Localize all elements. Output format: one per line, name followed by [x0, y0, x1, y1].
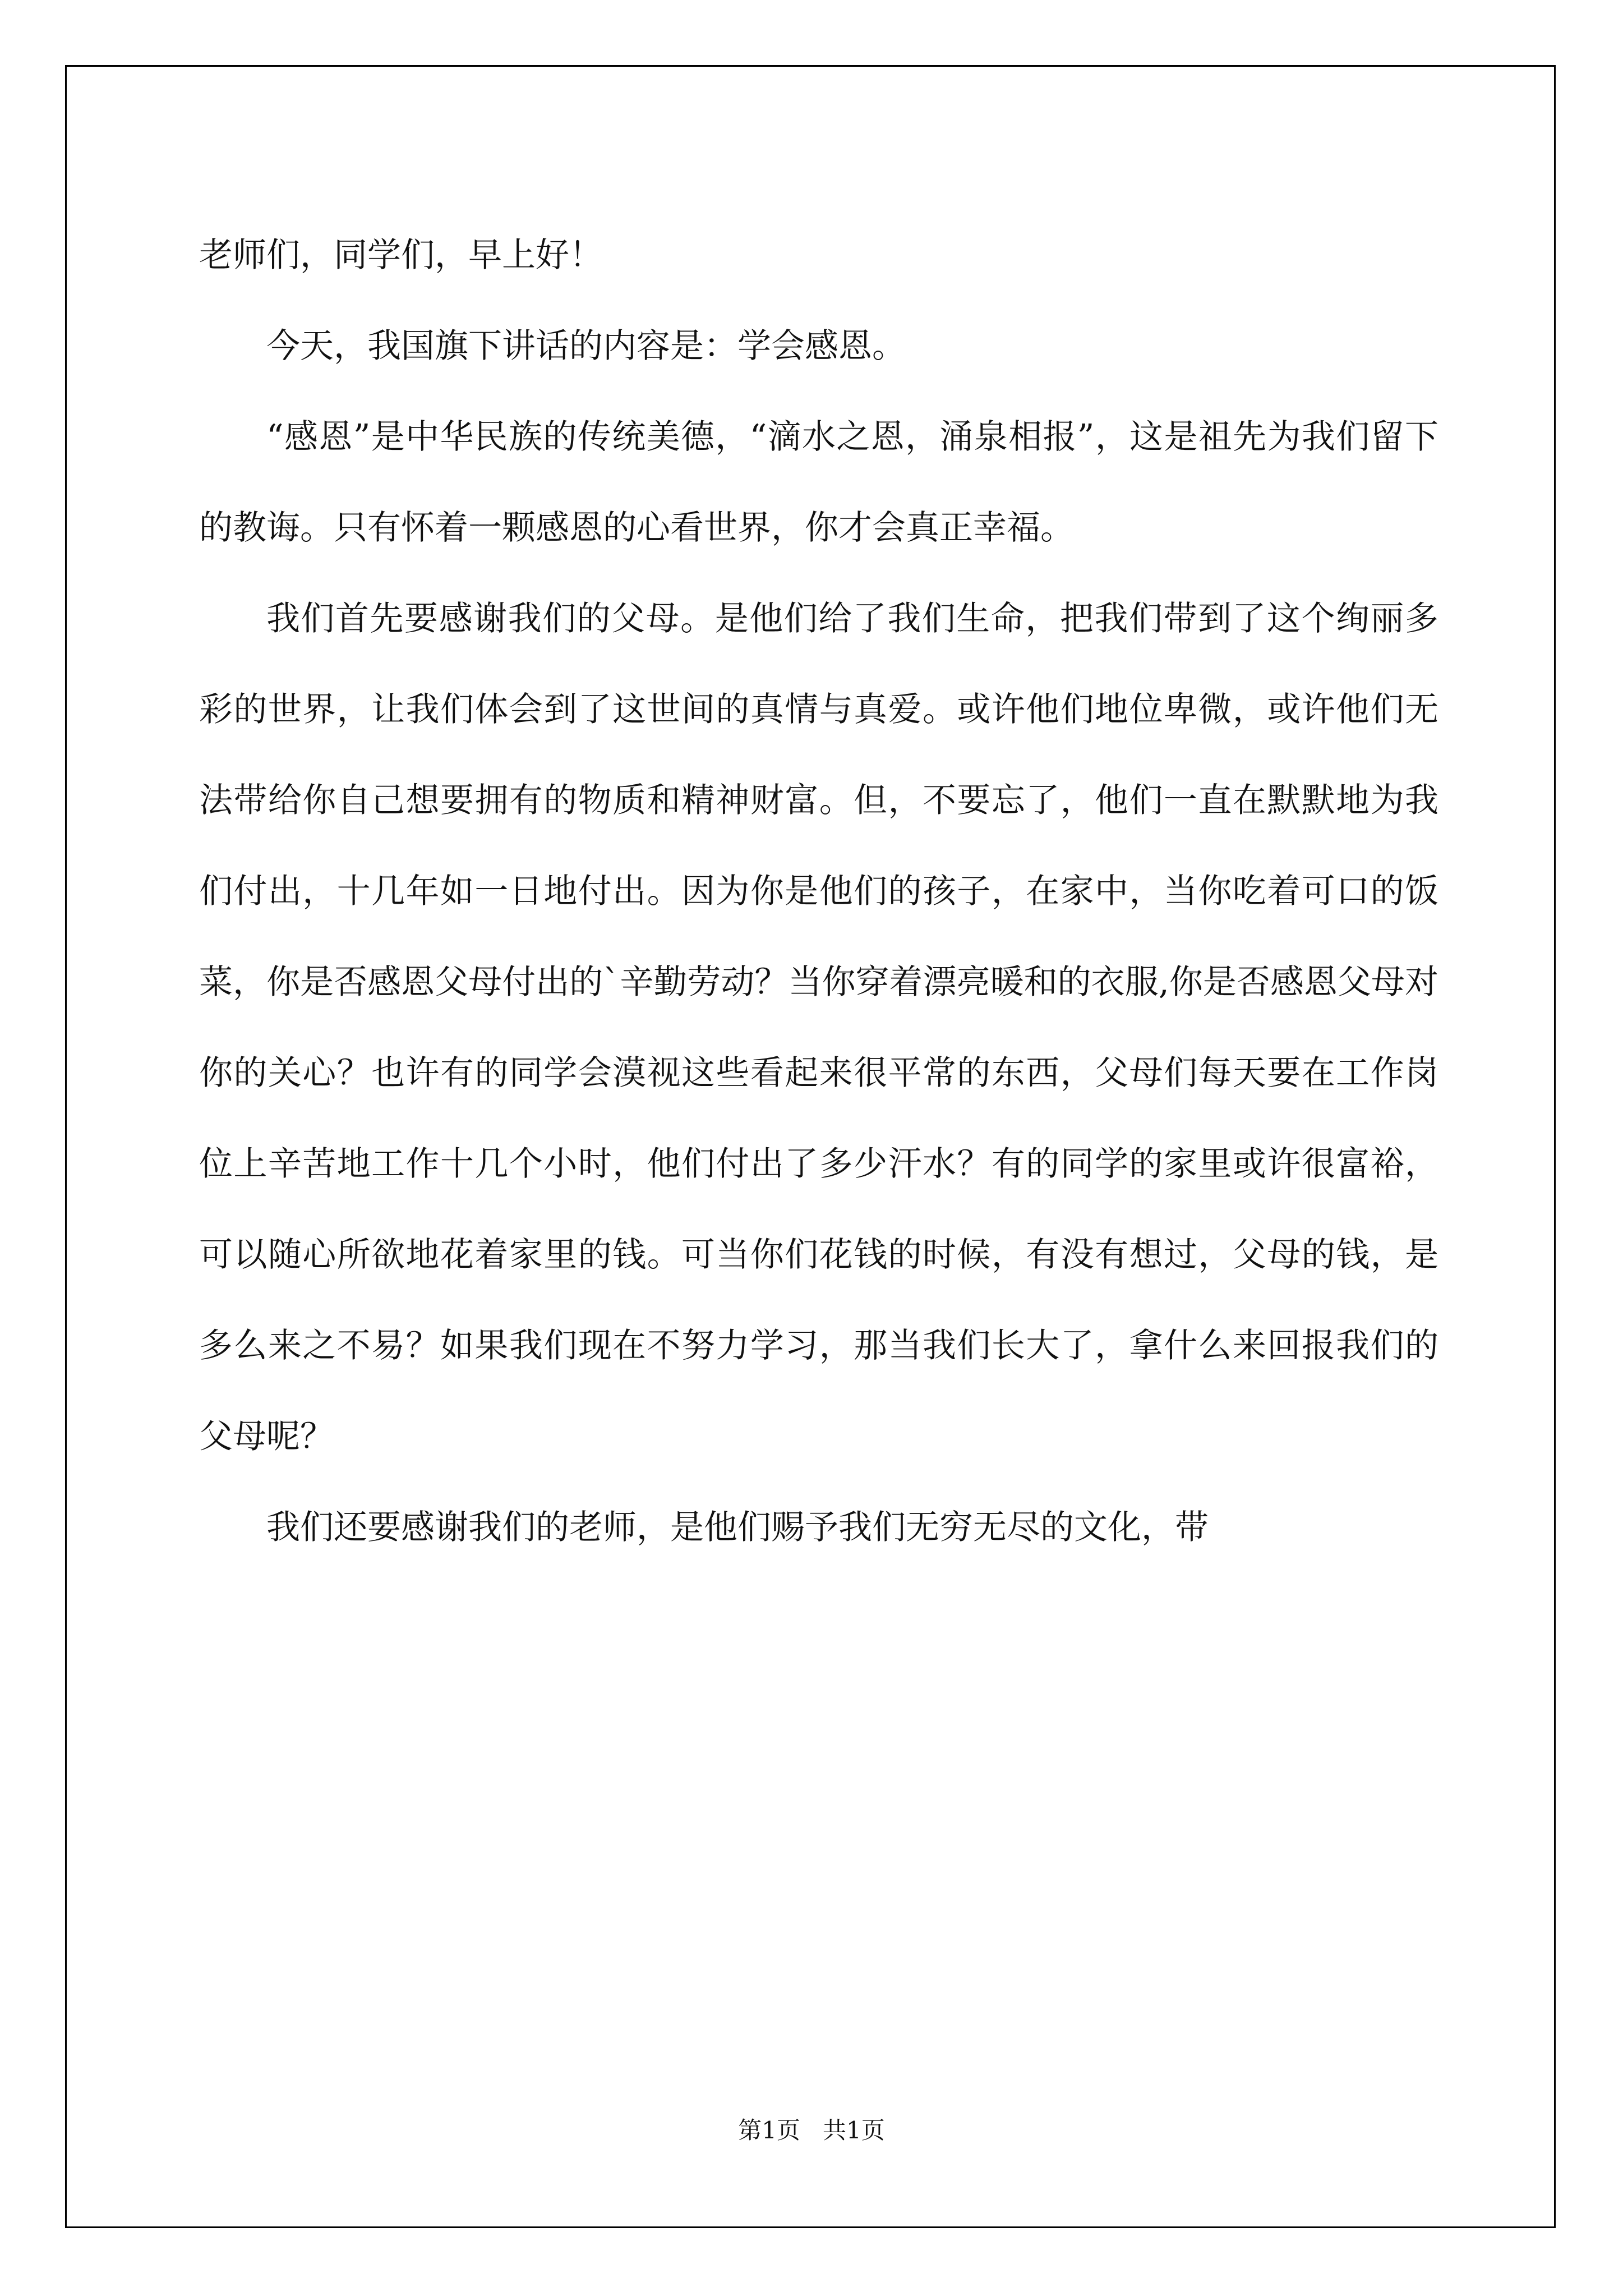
- paragraph-gratitude-virtue: “感恩”是中华民族的传统美德，“滴水之恩，涌泉相报”，这是祖先为我们留下的教诲。只有怀着一颗感恩的心看世界，你才会真正幸福。: [199, 417, 1438, 547]
- paragraph-thank-teachers: 我们还要感谢我们的老师，是他们赐予我们无穷无尽的文化，带: [266, 1508, 1209, 1547]
- paragraph-greeting: 老师们，同学们，早上好！: [199, 236, 603, 275]
- paragraph-thank-parents: 我们首先要感谢我们的父母。是他们给了我们生命，把我们带到了这个绚丽多彩的世界，让我们体会到了这世间的真情与真爱。或许他们地位卑微，或许他们无法带给你自己想要拥有的物质和精神财富。但，不要忘了，他们一直在默默地为我们付出，十几年如一日地付出。因为你是他们的孩子，在家中，当你吃着可口的饭菜，你是否感恩父母付出的`辛勤劳动？当你穿着漂亮暖和的衣服,你是否感恩父母对你的关心？也许有的同学会漠视这些看起来很平常的东西，父母们每天要在工作岗位上辛苦地工作十几个小时，他们付出了多少汗水？有的同学的家里或许很富裕，可以随心所欲地花着家里的钱。可当你们花钱的时候，有没有想过，父母的钱，是多么来之不易？如果我们现在不努力学习，那当我们长大了，拿什么来回报我们的父母呢？: [199, 599, 1438, 1456]
- paragraph-topic: 今天，我国旗下讲话的内容是：学会感恩。: [266, 326, 906, 366]
- document-body: [199, 210, 1438, 1573]
- page-footer: 第1页 共1页: [738, 2116, 885, 2144]
